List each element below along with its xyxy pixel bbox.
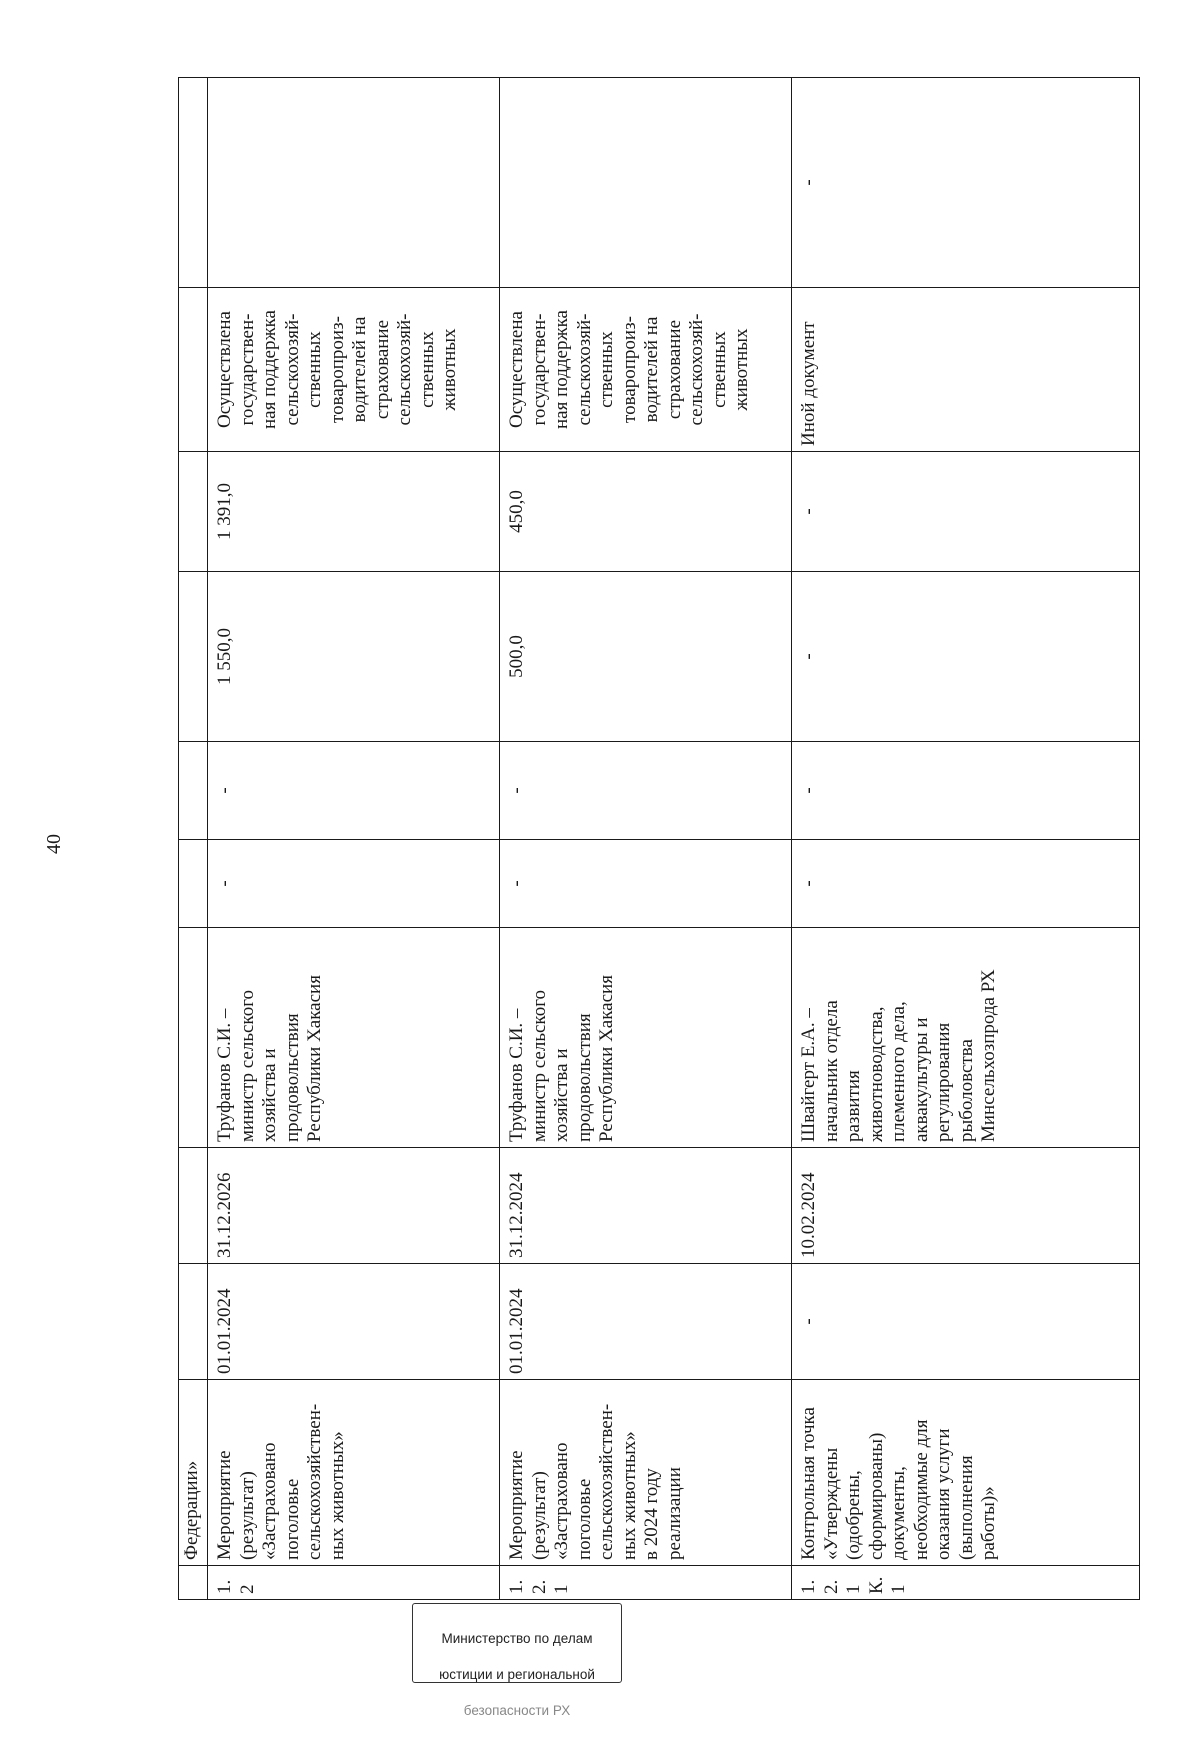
cell-name: Мероприятие (результат) «Застраховано поголовье сельскохозяйствен- ных животных» — [208, 1380, 500, 1566]
cell-number: 1.2.1 К.1 — [792, 1566, 1140, 1600]
cell-value-a: - — [500, 840, 792, 928]
cell-end-date: 31.12.2026 — [208, 1148, 500, 1264]
cell-note — [500, 78, 792, 288]
cell-value-c: 500,0 — [500, 572, 792, 742]
cell-start-date: 01.01.2024 — [500, 1264, 792, 1380]
cell-end-date — [179, 1148, 208, 1264]
cell-responsible: Труфанов С.И. – министр сельского хозяйства и продовольствия Республики Хакасия — [208, 928, 500, 1148]
cell-value-d: 450,0 — [500, 452, 792, 572]
table-row — [500, 78, 792, 1600]
cell-number: 1.2 — [208, 1566, 500, 1600]
cell-note — [179, 78, 208, 288]
cell-value-b: - — [500, 742, 792, 840]
cell-result: Осуществлена государствен- ная поддержка сельскохозяй- ственных товаропроиз- водителей на страхование сельскохозяй- ственных животных — [500, 288, 792, 452]
cell-result — [179, 288, 208, 452]
cell-note: - — [792, 78, 1140, 288]
cell-responsible — [179, 928, 208, 1148]
cell-value-c: 1 550,0 — [208, 572, 500, 742]
cell-value-a: - — [792, 840, 1140, 928]
cell-responsible: Швайгерт Е.А. – начальник отдела развития животноводства, племенного дела, аквакультуры и регулирования рыболовства Минсельхозпрода РХ — [792, 928, 1140, 1148]
cell-start-date: 01.01.2024 — [208, 1264, 500, 1380]
cell-value-d: 1 391,0 — [208, 452, 500, 572]
cell-value-a: - — [208, 840, 500, 928]
cell-result: Осуществлена государствен- ная поддержка сельскохозяй- ственных товаропроиз- водителей на страхование сельскохозяй- ственных животных — [208, 288, 500, 452]
cell-number — [179, 1566, 208, 1600]
cell-start-date — [179, 1264, 208, 1380]
cell-value-d — [179, 452, 208, 572]
table-row — [208, 78, 500, 1600]
cell-value-c: - — [792, 572, 1140, 742]
cell-end-date: 10.02.2024 — [792, 1148, 1140, 1264]
cell-value-b — [179, 742, 208, 840]
table-row — [792, 78, 1140, 1600]
rotated-table-container — [178, 78, 1140, 1600]
cell-value-c — [179, 572, 208, 742]
cell-start-date: - — [792, 1264, 1140, 1380]
cell-value-d: - — [792, 452, 1140, 572]
ministry-stamp — [412, 1603, 622, 1718]
table-row — [179, 78, 208, 1600]
cell-name: Мероприятие (результат) «Застраховано поголовье сельскохозяйствен- ных животных» в 2024 году реализации — [500, 1380, 792, 1566]
cell-name: Федерации» — [179, 1380, 208, 1566]
cell-value-a — [179, 840, 208, 928]
cell-value-b: - — [208, 742, 500, 840]
cell-responsible: Труфанов С.И. – министр сельского хозяйства и продовольствия Республики Хакасия — [500, 928, 792, 1148]
page-number: 40 — [43, 834, 65, 854]
cell-number: 1.2.1 — [500, 1566, 792, 1600]
stamp-line: юстиции и региональной — [439, 1667, 595, 1682]
stamp-line: Министерство по делам — [441, 1631, 593, 1646]
cell-name: Контрольная точка «Утверждены (одобрены, сформированы) документы, необходимые для оказания услуги (выполнения работы)» — [792, 1380, 1140, 1566]
cell-note — [208, 78, 500, 288]
stamp-line: безопасности РХ — [463, 1703, 571, 1718]
activities-table — [178, 77, 1140, 1600]
cell-end-date: 31.12.2024 — [500, 1148, 792, 1264]
cell-result: Иной документ — [792, 288, 1140, 452]
cell-value-b: - — [792, 742, 1140, 840]
rotated-table-frame — [178, 78, 1140, 1600]
